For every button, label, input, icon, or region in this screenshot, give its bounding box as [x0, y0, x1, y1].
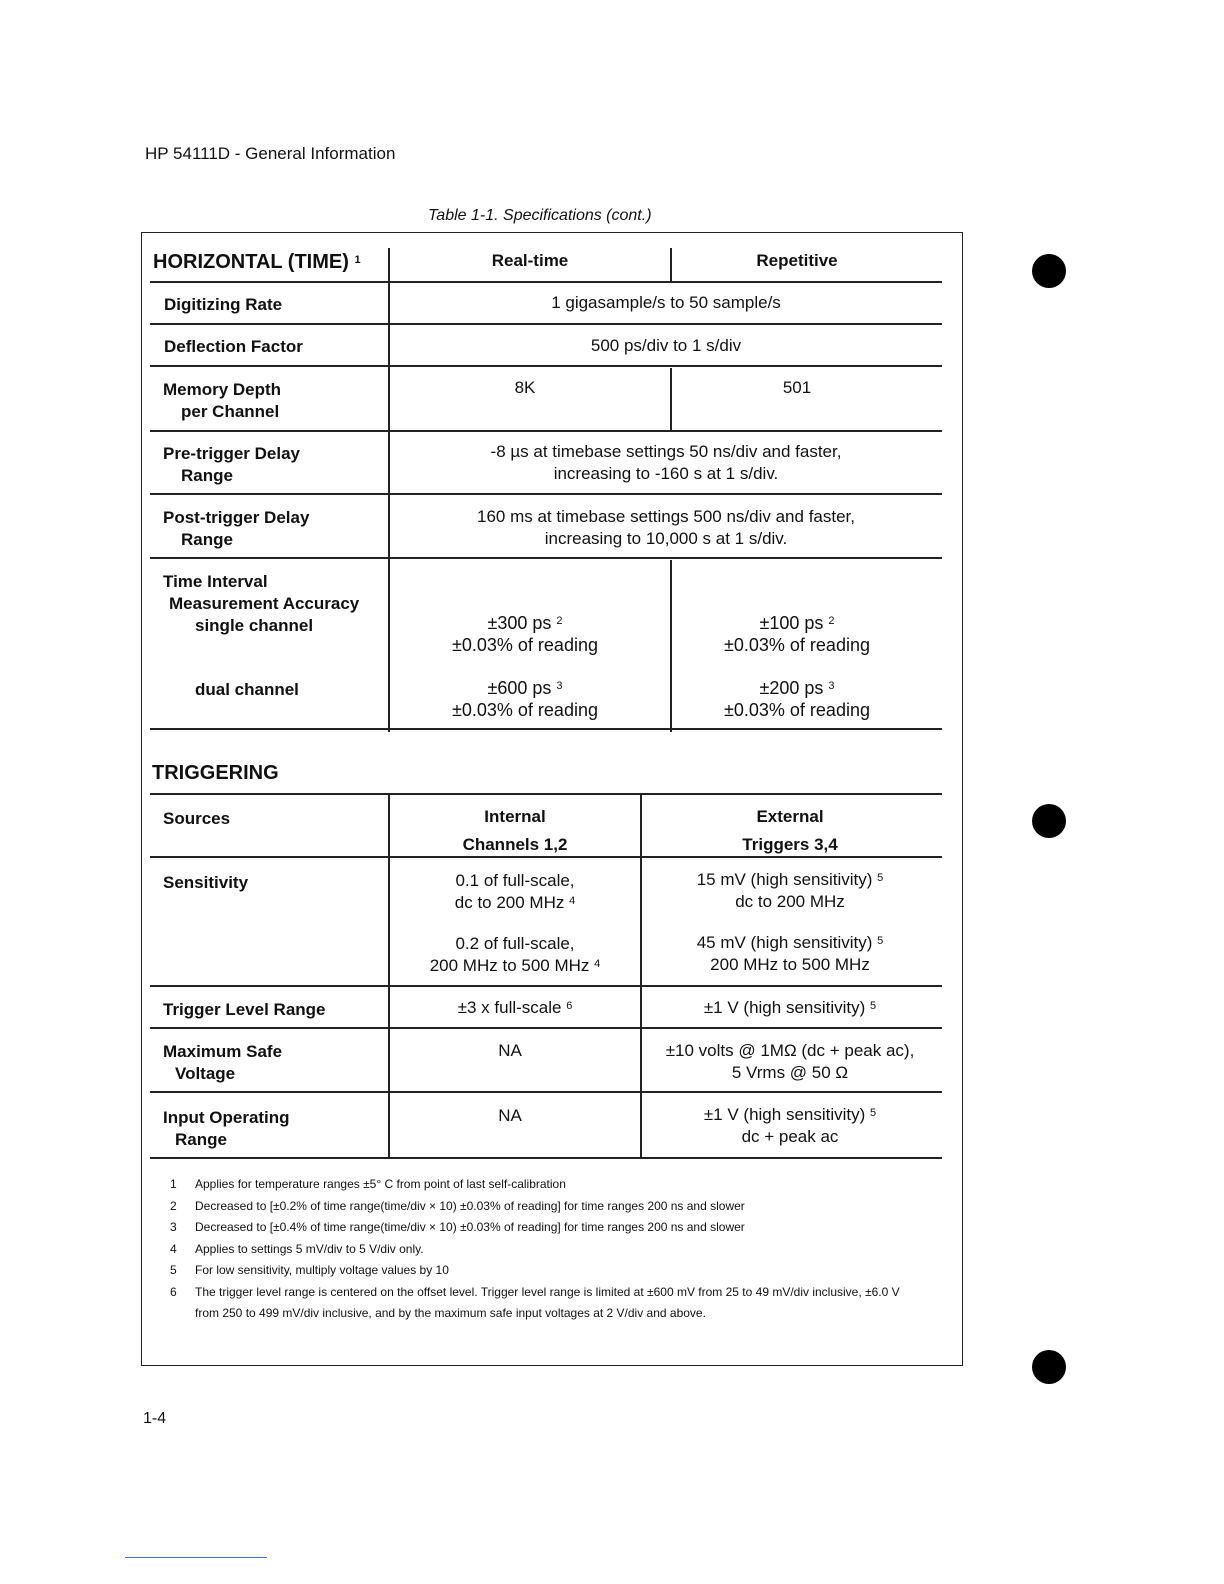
time-interval-repetitive-single: ±100 ps $^2$ ±0.03% of reading — [724, 613, 870, 655]
row-label-sources: Sources — [163, 809, 231, 828]
sensitivity-internal-low: 0.1 of full-scale, dc to 200 MHz $^4$ — [454, 871, 576, 912]
section-title-triggering: TRIGGERING — [152, 762, 279, 784]
row-label-trigger-level-range: Trigger Level Range — [163, 1000, 326, 1019]
column-header-realtime: Real-time — [491, 251, 569, 270]
sources-external: External Triggers 3,4 — [742, 807, 838, 854]
row-label-dual-channel: dual channel — [195, 680, 299, 699]
time-interval-repetitive-dual: ±200 ps $^3$ ±0.03% of reading — [724, 678, 870, 720]
section-title-horizontal: HORIZONTAL (TIME) $^1$ — [153, 251, 361, 273]
row-label-deflection-factor: Deflection Factor — [164, 337, 303, 356]
row-label-time-interval: Time Interval Measurement Accuracy single channel — [163, 572, 360, 635]
trigger-level-internal: ±3 x full-scale $^6$ — [457, 998, 573, 1017]
row-label-sensitivity: Sensitivity — [163, 873, 249, 892]
sensitivity-external-low: 15 mV (high sensitivity) $^5$ dc to 200 MHz — [696, 870, 884, 911]
posttrigger-delay-value: 160 ms at timebase settings 500 ns/div and faster, increasing to 10,000 s at 1 s/div. — [477, 507, 855, 548]
max-safe-internal: NA — [498, 1041, 522, 1060]
footnote-3: 3 Decreased to [±0.4% of time range(time/div × 10) ±0.03% of reading] for time ranges 200 ns and slower — [170, 1220, 745, 1234]
footnote-4: 4 Applies to settings 5 mV/div to 5 V/div only. — [170, 1241, 424, 1256]
bottom-rule — [125, 1557, 267, 1558]
running-header: HP 54111D - General Information — [145, 144, 396, 163]
row-label-memory-depth: Memory Depth per Channel — [163, 380, 282, 421]
footnote-2: 2 Decreased to [±0.2% of time range(time/div × 10) ±0.03% of reading] for time ranges 200 ns and slower — [170, 1198, 745, 1213]
sources-internal: Internal Channels 1,2 — [462, 807, 568, 854]
trigger-level-external: ±1 V (high sensitivity) $^5$ — [703, 998, 877, 1017]
footnotes — [170, 1174, 900, 1325]
row-label-posttrigger-delay: Post-trigger Delay Range — [163, 508, 310, 549]
digitizing-rate-value: 1 gigasample/s to 50 sample/s — [551, 293, 781, 312]
table-caption: Table 1-1. Specifications (cont.) — [428, 207, 652, 224]
footnote-5: 5 For low sensitivity, multiply voltage values by 10 — [170, 1263, 449, 1277]
footnote-6: 6 The trigger level range is centered on the offset level. Trigger level range is limited at ±600 mV from 25 to 49 mV/div inclusive, ±6.0 V from 250 to 499 mV/div inclusive, and by the maximum safe input voltages at 2 V/div and above. — [170, 1284, 900, 1320]
sensitivity-internal-high: 0.2 of full-scale, 200 MHz to 500 MHz $^4$ — [429, 934, 601, 975]
time-interval-realtime-dual: ±600 ps $^3$ ±0.03% of reading — [452, 678, 598, 720]
column-header-repetitive: Repetitive — [756, 251, 838, 270]
max-safe-external: ±10 volts @ 1MΩ (dc + peak ac), 5 Vrms @ 50 Ω — [665, 1041, 915, 1082]
memory-depth-repetitive: 501 — [782, 378, 812, 397]
sensitivity-external-high: 45 mV (high sensitivity) $^5$ 200 MHz to 500 MHz — [696, 933, 884, 974]
binder-hole-icon — [1032, 254, 1066, 288]
memory-depth-realtime: 8K — [514, 378, 536, 397]
footnote-1: 1 Applies for temperature ranges ±5° C from point of last self-calibration — [170, 1177, 566, 1191]
deflection-factor-value: 500 ps/div to 1 s/div — [590, 336, 742, 355]
row-label-digitizing-rate: Digitizing Rate — [164, 295, 283, 314]
page-number: 1-4 — [143, 1410, 167, 1427]
row-label-input-operating-range: Input Operating Range — [163, 1108, 290, 1149]
time-interval-realtime-single: ±300 ps $^2$ ±0.03% of reading — [452, 613, 598, 655]
binder-hole-icon — [1032, 804, 1066, 838]
row-label-maximum-safe-voltage: Maximum Safe Voltage — [163, 1042, 283, 1083]
binder-hole-icon — [1032, 1350, 1066, 1384]
input-range-external: ±1 V (high sensitivity) $^5$ dc + peak ac — [703, 1105, 877, 1146]
input-range-internal: NA — [498, 1106, 522, 1125]
pretrigger-delay-value: -8 µs at timebase settings 50 ns/div and faster, increasing to -160 s at 1 s/div. — [490, 442, 842, 483]
row-label-pretrigger-delay: Pre-trigger Delay Range — [163, 444, 300, 485]
